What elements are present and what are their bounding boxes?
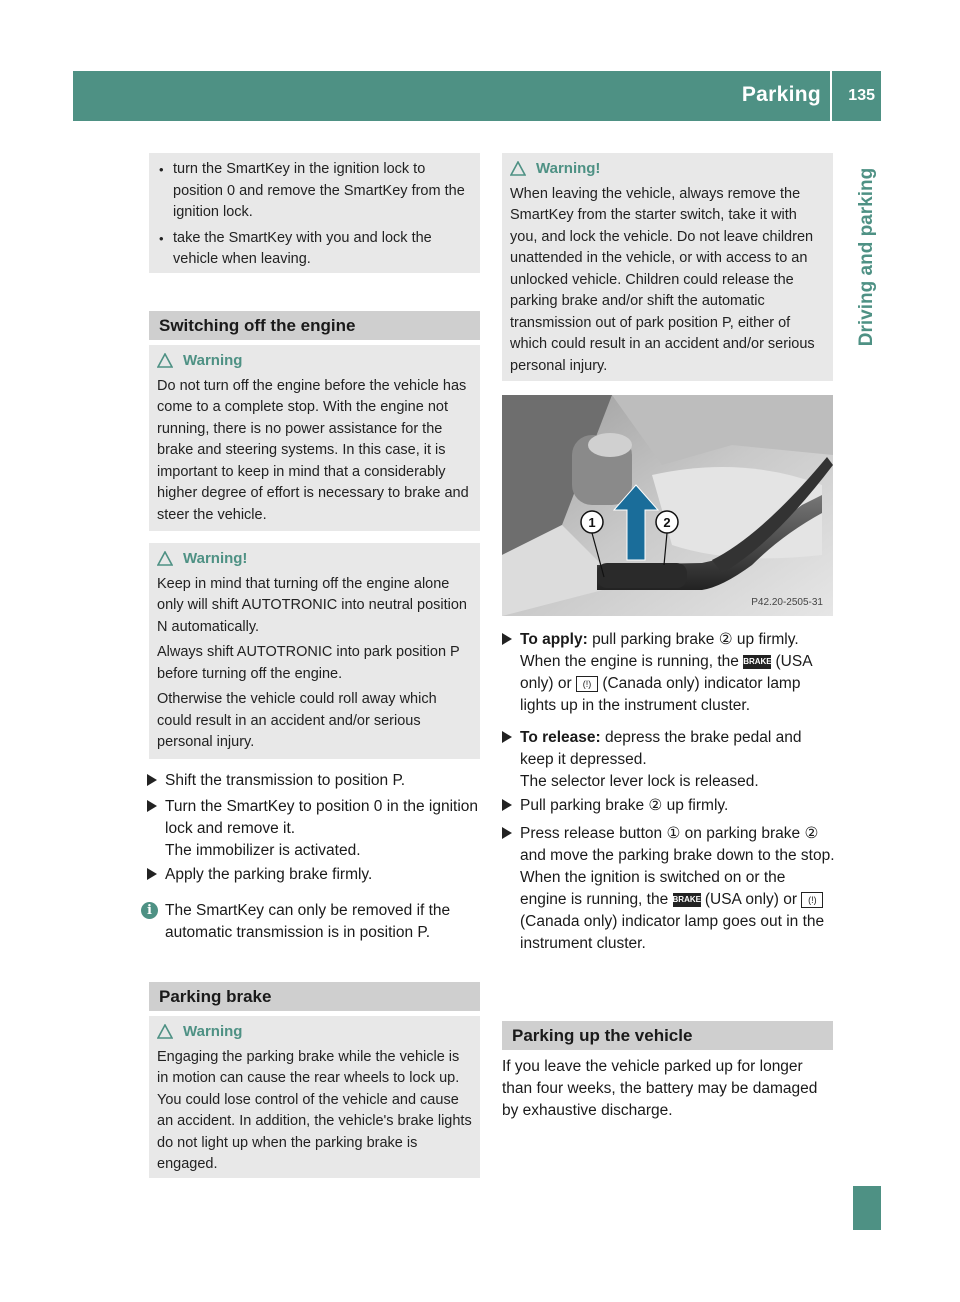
side-tab — [853, 127, 881, 387]
step-item: Apply the parking brake firmly. — [165, 864, 480, 886]
warning-heading: Warning — [157, 1021, 472, 1043]
side-tab-marker — [853, 1186, 881, 1230]
side-tab-label: Driving and parking — [856, 167, 877, 347]
list-item: • turn the SmartKey in the ignition lock to position 0 and remove the SmartKey from the ignition lock. — [159, 161, 465, 220]
warning-text: Engaging the parking brake while the vehicle is in motion can cause the rear wheels to lock up. You could lose control of the vehicle and cause an accident. In addition, the vehicle's brake lights do not light up when the parking brake is engaged. — [157, 1048, 472, 1172]
arrow-bullet-icon — [502, 799, 512, 811]
arrow-bullet-icon — [502, 827, 512, 839]
warning-text: Keep in mind that turning off the engine alone only will shift AUTOTRONIC into neutral position N automatically. — [157, 575, 467, 635]
warning-heading: Warning! — [157, 548, 472, 570]
warning-text: Do not turn off the engine before the vehicle has come to a complete stop. With the engine not running, there is no power assistance for the brake and steering systems. In this case, it is important to keep in mind that a considerably higher degree of effort is necessary to brake and steer the vehicle. — [157, 377, 469, 523]
page-header — [73, 71, 881, 121]
info-icon: i — [141, 902, 158, 919]
warning-triangle-icon — [510, 161, 526, 176]
arrow-bullet-icon — [147, 800, 157, 812]
warning-heading: Warning — [157, 350, 472, 372]
warning-box-3 — [149, 1016, 480, 1178]
brake-warning-lamp-icon: BRAKE — [673, 893, 701, 907]
arrow-bullet-icon — [147, 774, 157, 786]
parking-brake-illustration — [502, 395, 833, 616]
warning-box-2 — [149, 543, 480, 759]
brake-indicator-lamp-icon: (!) — [576, 676, 598, 692]
list-item: • take the SmartKey with you and lock the vehicle when leaving. — [159, 229, 432, 267]
warning-text: Always shift AUTOTRONIC into park position P before turning off the engine. — [157, 644, 460, 682]
warning-triangle-icon — [157, 353, 173, 368]
step-item-release: To release: depress the brake pedal and keep it depressed. The selector lever lock is released. — [520, 727, 836, 793]
step-item: Shift the transmission to position P. — [165, 770, 480, 792]
warning-text: Otherwise the vehicle could roll away which could result in an accident and/or serious personal injury. — [157, 691, 437, 750]
warning-text: When leaving the vehicle, always remove the SmartKey from the starter switch, take it with you, and lock the vehicle. Do not leave children unattended in the vehicle, or with access to an unlocked vehicle. Children could release the parking brake and/or shift the automatic transmission out of park position P, either of which could result in an accident and/or serious personal injury. — [510, 185, 815, 374]
warning-triangle-icon — [157, 1024, 173, 1039]
brake-indicator-lamp-icon: (!) — [801, 892, 823, 908]
warning-box-1 — [149, 345, 480, 531]
arrow-bullet-icon — [502, 633, 512, 645]
photo-reference-label: P42.20-2505-31 — [751, 597, 823, 608]
brake-warning-lamp-icon: BRAKE — [743, 655, 771, 669]
callout-2-label: 2 — [663, 515, 671, 530]
warning-heading: Warning! — [510, 158, 825, 180]
closing-paragraph: If you leave the vehicle parked up for longer than four weeks, the battery may be damaged by exhaustive discharge. — [502, 1058, 818, 1119]
section-title-switching-off: Switching off the engine — [149, 311, 480, 340]
arrow-bullet-icon — [147, 868, 157, 880]
section-title-parking-brake: Parking brake — [149, 982, 480, 1011]
parking-brake-photo — [502, 395, 833, 616]
info-note: i The SmartKey can only be removed if the automatic transmission is in position P. — [165, 900, 483, 944]
step-item-pull: Pull parking brake ② up firmly. — [520, 795, 836, 817]
warning-triangle-icon — [157, 551, 173, 566]
warning-box-4 — [502, 153, 833, 381]
section-title-parking-up: Parking up the vehicle — [502, 1021, 833, 1050]
header-divider — [830, 71, 832, 121]
intro-bullets-box — [149, 153, 480, 273]
step-item-apply: To apply: pull parking brake ② up firmly. When the engine is running, the BRAKE (USA only) or (!) (Canada only) indicator lamp lights up in the instrument cluster. — [520, 629, 836, 717]
step-item-press: Press release button ① on parking brake ② and move the parking brake down to the stop. When the ignition is switched on or the engine is running, the BRAKE (USA only) or (!) (Canada only) indicator lamp goes out in the instrument cluster. — [520, 823, 836, 955]
step-item: Turn the SmartKey to position 0 in the ignition lock and remove it. The immobilizer is activated. — [165, 796, 480, 862]
arrow-bullet-icon — [502, 731, 512, 743]
page-number: 135 — [848, 87, 875, 104]
header-title: Parking — [741, 83, 821, 106]
callout-1-label: 1 — [588, 515, 596, 530]
